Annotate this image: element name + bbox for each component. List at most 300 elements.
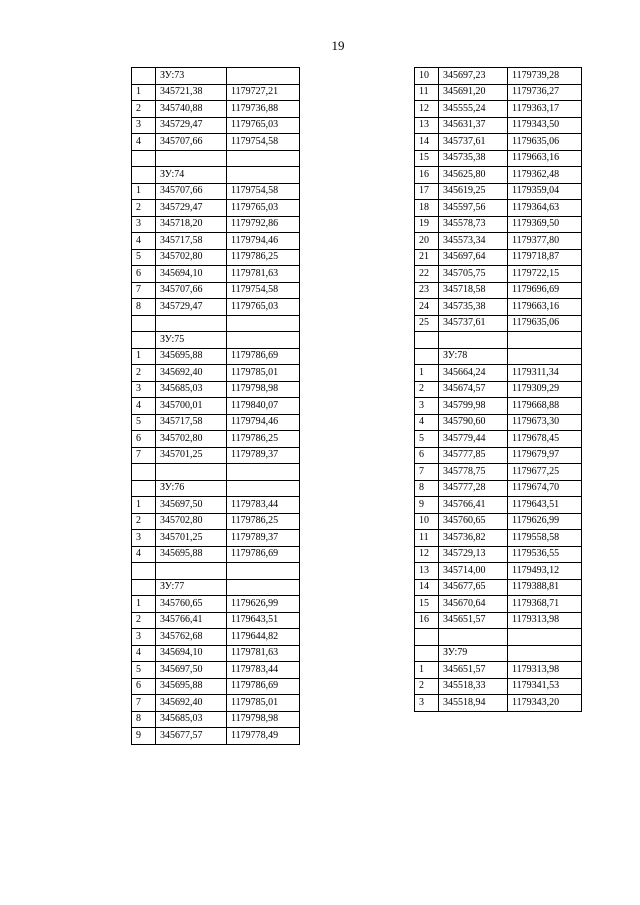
point-number-cell: 5 [132,414,156,431]
coordinate-x-cell: 345736,82 [439,530,508,547]
point-number-cell: 1 [132,348,156,365]
coordinate-x-cell: 345694,10 [156,266,227,283]
coordinates-table-left [131,67,300,745]
point-number-cell: 8 [132,299,156,316]
point-number-cell: 11 [415,84,439,101]
coordinate-x-cell: 345701,25 [156,530,227,547]
point-number-cell: 1 [132,596,156,613]
point-number-cell: 2 [132,101,156,118]
coordinate-x-cell: 345729,13 [439,546,508,563]
coordinate-x-cell: 345717,58 [156,414,227,431]
coordinate-y-cell [227,579,300,596]
table-row [415,299,582,316]
table-row [415,183,582,200]
point-number-cell [415,332,439,349]
point-number-cell: 6 [132,678,156,695]
coordinate-x-cell: 345740,88 [156,101,227,118]
point-number-cell [415,645,439,662]
point-number-cell: 12 [415,101,439,118]
point-number-cell: 6 [415,447,439,464]
point-number-cell [132,480,156,497]
point-number-cell: 3 [132,381,156,398]
coordinate-y-cell: 1179643,51 [508,497,582,514]
table-row [415,546,582,563]
table-row [415,101,582,118]
coordinate-y-cell: 1179674,70 [508,480,582,497]
coordinate-y-cell [227,150,300,167]
point-number-cell: 3 [132,530,156,547]
point-number-cell: 14 [415,134,439,151]
coordinate-x-cell: 345760,65 [439,513,508,530]
coordinate-y-cell: 1179781,63 [227,645,300,662]
point-number-cell: 16 [415,167,439,184]
coordinate-x-cell: 345735,38 [439,299,508,316]
point-number-cell: 18 [415,200,439,217]
parcel-label-cell: ЗУ:73 [156,68,227,85]
parcel-label-cell: ЗУ:77 [156,579,227,596]
coordinate-x-cell: 345729,47 [156,117,227,134]
table-row [415,282,582,299]
table-row [132,200,300,217]
table-row [415,216,582,233]
parcel-header-row [415,348,582,365]
coordinate-x-cell: 345702,80 [156,513,227,530]
coordinate-x-cell: 345701,25 [156,447,227,464]
table-row [132,299,300,316]
coordinate-x-cell: 345790,60 [439,414,508,431]
table-row [415,167,582,184]
coordinate-x-cell: 345695,88 [156,546,227,563]
point-number-cell: 4 [132,233,156,250]
table-row [415,266,582,283]
point-number-cell: 8 [132,711,156,728]
point-number-cell: 10 [415,68,439,85]
coordinate-y-cell: 1179786,69 [227,678,300,695]
coordinate-y-cell [227,332,300,349]
coordinates-table-left-body [132,68,300,745]
table-row [132,183,300,200]
point-number-cell: 4 [132,398,156,415]
point-number-cell [132,167,156,184]
coordinate-y-cell: 1179783,44 [227,662,300,679]
coordinate-y-cell: 1179388,81 [508,579,582,596]
point-number-cell: 14 [415,579,439,596]
coordinate-y-cell: 1179668,88 [508,398,582,415]
point-number-cell [415,348,439,365]
coordinate-x-cell: 345692,40 [156,695,227,712]
coordinate-x-cell: 345714,00 [439,563,508,580]
coordinate-x-cell: 345697,50 [156,662,227,679]
coordinate-y-cell: 1179798,98 [227,381,300,398]
coordinate-y-cell: 1179794,46 [227,414,300,431]
coordinate-y-cell: 1179789,37 [227,530,300,547]
coordinate-x-cell: 345707,66 [156,282,227,299]
coordinate-y-cell [227,563,300,580]
coordinate-x-cell [156,464,227,481]
parcel-label-cell: ЗУ:74 [156,167,227,184]
point-number-cell [132,332,156,349]
table-row [132,596,300,613]
parcel-header-row [132,579,300,596]
coordinate-y-cell: 1179786,69 [227,546,300,563]
table-row [132,497,300,514]
point-number-cell: 2 [415,381,439,398]
point-number-cell [132,315,156,332]
table-row [415,662,582,679]
table-row [415,464,582,481]
coordinate-y-cell: 1179536,55 [508,546,582,563]
table-row [132,414,300,431]
parcel-header-row [132,167,300,184]
point-number-cell: 7 [132,282,156,299]
coordinate-y-cell: 1179778,49 [227,728,300,745]
table-row [132,266,300,283]
coordinate-y-cell [508,645,582,662]
coordinate-x-cell: 345735,38 [439,150,508,167]
point-number-cell: 3 [132,629,156,646]
point-number-cell: 11 [415,530,439,547]
coordinates-table-right-body [415,68,582,712]
parcel-header-row [132,480,300,497]
point-number-cell: 23 [415,282,439,299]
parcel-label-cell: ЗУ:75 [156,332,227,349]
coordinate-y-cell [227,480,300,497]
coordinate-y-cell: 1179359,04 [508,183,582,200]
table-row [132,728,300,745]
coordinate-y-cell: 1179644,82 [227,629,300,646]
table-row [415,447,582,464]
point-number-cell: 13 [415,563,439,580]
coordinate-x-cell: 345670,64 [439,596,508,613]
coordinate-x-cell: 345760,65 [156,596,227,613]
coordinate-x-cell: 345766,41 [439,497,508,514]
coordinate-y-cell: 1179765,03 [227,200,300,217]
coordinate-x-cell [156,150,227,167]
coordinate-x-cell: 345651,57 [439,662,508,679]
table-row [415,596,582,613]
coordinate-y-cell: 1179722,15 [508,266,582,283]
coordinate-y-cell: 1179313,98 [508,662,582,679]
table-row [132,431,300,448]
coordinate-y-cell: 1179377,80 [508,233,582,250]
point-number-cell: 2 [415,678,439,695]
point-number-cell: 15 [415,150,439,167]
coordinate-y-cell: 1179677,25 [508,464,582,481]
table-row [132,447,300,464]
coordinate-y-cell: 1179368,71 [508,596,582,613]
table-row [415,365,582,382]
point-number-cell: 9 [132,728,156,745]
table-row [132,546,300,563]
table-row [132,365,300,382]
table-row [132,282,300,299]
coordinate-y-cell: 1179727,21 [227,84,300,101]
table-row [415,414,582,431]
point-number-cell: 7 [415,464,439,481]
point-number-cell [132,579,156,596]
coordinate-x-cell: 345674,57 [439,381,508,398]
table-row [415,579,582,596]
coordinate-x-cell: 345697,64 [439,249,508,266]
coordinate-x-cell [439,629,508,646]
point-number-cell: 6 [132,431,156,448]
point-number-cell [415,629,439,646]
coordinate-x-cell: 345695,88 [156,678,227,695]
table-row [132,678,300,695]
point-number-cell: 3 [415,695,439,712]
table-row [132,216,300,233]
coordinate-y-cell [227,464,300,481]
coordinate-x-cell [439,332,508,349]
table-row [132,645,300,662]
table-row [415,497,582,514]
coordinate-x-cell: 345518,94 [439,695,508,712]
point-number-cell: 7 [132,695,156,712]
coordinate-y-cell: 1179673,30 [508,414,582,431]
table-row [132,530,300,547]
blank-row [132,563,300,580]
coordinate-y-cell: 1179313,98 [508,612,582,629]
table-row [415,695,582,712]
coordinate-y-cell [227,315,300,332]
coordinates-table-right [414,67,582,712]
coordinate-x-cell: 345555,24 [439,101,508,118]
coordinate-x-cell: 345779,44 [439,431,508,448]
coordinate-y-cell: 1179362,48 [508,167,582,184]
parcel-header-row [415,645,582,662]
table-row [132,695,300,712]
point-number-cell: 15 [415,596,439,613]
point-number-cell: 4 [132,546,156,563]
table-row [415,398,582,415]
point-number-cell: 25 [415,315,439,332]
coordinate-x-cell: 345677,57 [156,728,227,745]
point-number-cell: 22 [415,266,439,283]
coordinate-x-cell: 345707,66 [156,183,227,200]
point-number-cell: 2 [132,200,156,217]
point-number-cell: 2 [132,612,156,629]
point-number-cell: 2 [132,365,156,382]
blank-row [132,315,300,332]
coordinate-y-cell: 1179798,98 [227,711,300,728]
table-row [132,134,300,151]
coordinate-y-cell: 1179679,97 [508,447,582,464]
coordinate-y-cell: 1179678,45 [508,431,582,448]
coordinate-y-cell: 1179794,46 [227,233,300,250]
coordinate-y-cell: 1179754,58 [227,134,300,151]
coordinate-x-cell: 345737,61 [439,134,508,151]
table-row [415,513,582,530]
coordinate-x-cell: 345707,66 [156,134,227,151]
coordinate-y-cell: 1179343,20 [508,695,582,712]
coordinate-x-cell [156,315,227,332]
point-number-cell: 3 [132,117,156,134]
table-row [415,678,582,695]
coordinate-x-cell: 345799,98 [439,398,508,415]
coordinate-x-cell: 345619,25 [439,183,508,200]
coordinate-y-cell: 1179663,16 [508,150,582,167]
parcel-label-cell: ЗУ:76 [156,480,227,497]
coordinate-y-cell: 1179765,03 [227,117,300,134]
coordinate-y-cell: 1179785,01 [227,365,300,382]
table-row [415,315,582,332]
coordinate-y-cell: 1179558,58 [508,530,582,547]
coordinate-y-cell [227,68,300,85]
point-number-cell: 2 [132,513,156,530]
table-row [132,101,300,118]
table-row [415,249,582,266]
point-number-cell: 5 [132,249,156,266]
coordinate-x-cell: 345702,80 [156,431,227,448]
page-number: 19 [331,38,345,53]
coordinate-y-cell: 1179789,37 [227,447,300,464]
coordinate-x-cell: 345700,01 [156,398,227,415]
coordinate-x-cell: 345691,20 [439,84,508,101]
coordinate-x-cell: 345697,23 [439,68,508,85]
table-row [132,398,300,415]
blank-row [132,150,300,167]
coordinate-y-cell: 1179311,34 [508,365,582,382]
coordinate-x-cell: 345692,40 [156,365,227,382]
coordinate-y-cell: 1179736,27 [508,84,582,101]
table-row [132,513,300,530]
table-row [415,480,582,497]
coordinate-y-cell: 1179739,28 [508,68,582,85]
table-row [132,612,300,629]
coordinate-x-cell: 345631,37 [439,117,508,134]
coordinate-x-cell: 345778,75 [439,464,508,481]
point-number-cell: 17 [415,183,439,200]
coordinate-x-cell: 345518,33 [439,678,508,695]
table-row [132,381,300,398]
coordinate-y-cell: 1179754,58 [227,183,300,200]
coordinate-x-cell: 345625,80 [439,167,508,184]
coordinate-y-cell: 1179309,29 [508,381,582,398]
coordinate-x-cell: 345578,73 [439,216,508,233]
table-row [415,612,582,629]
coordinate-x-cell: 345729,47 [156,200,227,217]
coordinate-x-cell: 345777,85 [439,447,508,464]
table-row [415,68,582,85]
coordinate-x-cell: 345717,58 [156,233,227,250]
point-number-cell: 3 [415,398,439,415]
table-row [415,431,582,448]
coordinate-x-cell: 345702,80 [156,249,227,266]
coordinate-x-cell: 345677,65 [439,579,508,596]
coordinate-x-cell: 345729,47 [156,299,227,316]
point-number-cell: 5 [415,431,439,448]
point-number-cell: 13 [415,117,439,134]
blank-row [132,464,300,481]
coordinate-y-cell: 1179786,25 [227,513,300,530]
coordinate-y-cell: 1179781,63 [227,266,300,283]
table-row [415,117,582,134]
coordinate-y-cell: 1179493,12 [508,563,582,580]
point-number-cell: 1 [132,497,156,514]
point-number-cell: 6 [132,266,156,283]
coordinate-y-cell: 1179626,99 [508,513,582,530]
coordinate-y-cell: 1179736,88 [227,101,300,118]
parcel-label-cell: ЗУ:78 [439,348,508,365]
coordinate-x-cell: 345695,88 [156,348,227,365]
table-row [415,381,582,398]
coordinate-x-cell: 345694,10 [156,645,227,662]
point-number-cell: 21 [415,249,439,266]
point-number-cell: 9 [415,497,439,514]
coordinate-y-cell: 1179343,50 [508,117,582,134]
point-number-cell: 4 [132,134,156,151]
table-row [415,150,582,167]
table-row [132,662,300,679]
point-number-cell [132,563,156,580]
coordinate-x-cell: 345718,20 [156,216,227,233]
parcel-label-cell: ЗУ:79 [439,645,508,662]
coordinate-y-cell: 1179786,69 [227,348,300,365]
coordinate-x-cell: 345737,61 [439,315,508,332]
point-number-cell [132,464,156,481]
point-number-cell: 8 [415,480,439,497]
table-row [132,249,300,266]
blank-row [415,629,582,646]
coordinate-x-cell: 345685,03 [156,381,227,398]
coordinate-y-cell: 1179785,01 [227,695,300,712]
coordinate-y-cell: 1179663,16 [508,299,582,316]
coordinate-y-cell: 1179635,06 [508,134,582,151]
table-row [415,134,582,151]
point-number-cell [132,150,156,167]
coordinate-y-cell: 1179840,07 [227,398,300,415]
table-row [132,233,300,250]
table-row [415,84,582,101]
coordinate-y-cell: 1179341,53 [508,678,582,695]
point-number-cell: 1 [132,84,156,101]
coordinate-y-cell: 1179792,86 [227,216,300,233]
coordinate-x-cell: 345766,41 [156,612,227,629]
table-row [132,348,300,365]
point-number-cell: 1 [415,365,439,382]
coordinate-x-cell: 345777,28 [439,480,508,497]
point-number-cell: 24 [415,299,439,316]
point-number-cell: 1 [132,183,156,200]
table-row [132,711,300,728]
coordinate-y-cell: 1179626,99 [227,596,300,613]
parcel-header-row [132,332,300,349]
coordinate-y-cell [508,629,582,646]
coordinate-x-cell: 345721,38 [156,84,227,101]
coordinate-x-cell: 345597,56 [439,200,508,217]
coordinate-y-cell [508,348,582,365]
coordinate-y-cell: 1179369,50 [508,216,582,233]
parcel-header-row [132,68,300,85]
table-row [415,563,582,580]
coordinate-y-cell: 1179718,87 [508,249,582,266]
coordinate-x-cell: 345718,58 [439,282,508,299]
coordinate-y-cell: 1179783,44 [227,497,300,514]
coordinate-y-cell [508,332,582,349]
point-number-cell [132,68,156,85]
coordinate-y-cell: 1179786,25 [227,249,300,266]
blank-row [415,332,582,349]
point-number-cell: 20 [415,233,439,250]
coordinate-y-cell: 1179696,69 [508,282,582,299]
coordinate-y-cell: 1179643,51 [227,612,300,629]
coordinate-x-cell: 345705,75 [439,266,508,283]
coordinate-x-cell: 345762,68 [156,629,227,646]
coordinate-y-cell: 1179635,06 [508,315,582,332]
coordinate-x-cell: 345697,50 [156,497,227,514]
table-row [415,530,582,547]
coordinate-y-cell: 1179754,58 [227,282,300,299]
